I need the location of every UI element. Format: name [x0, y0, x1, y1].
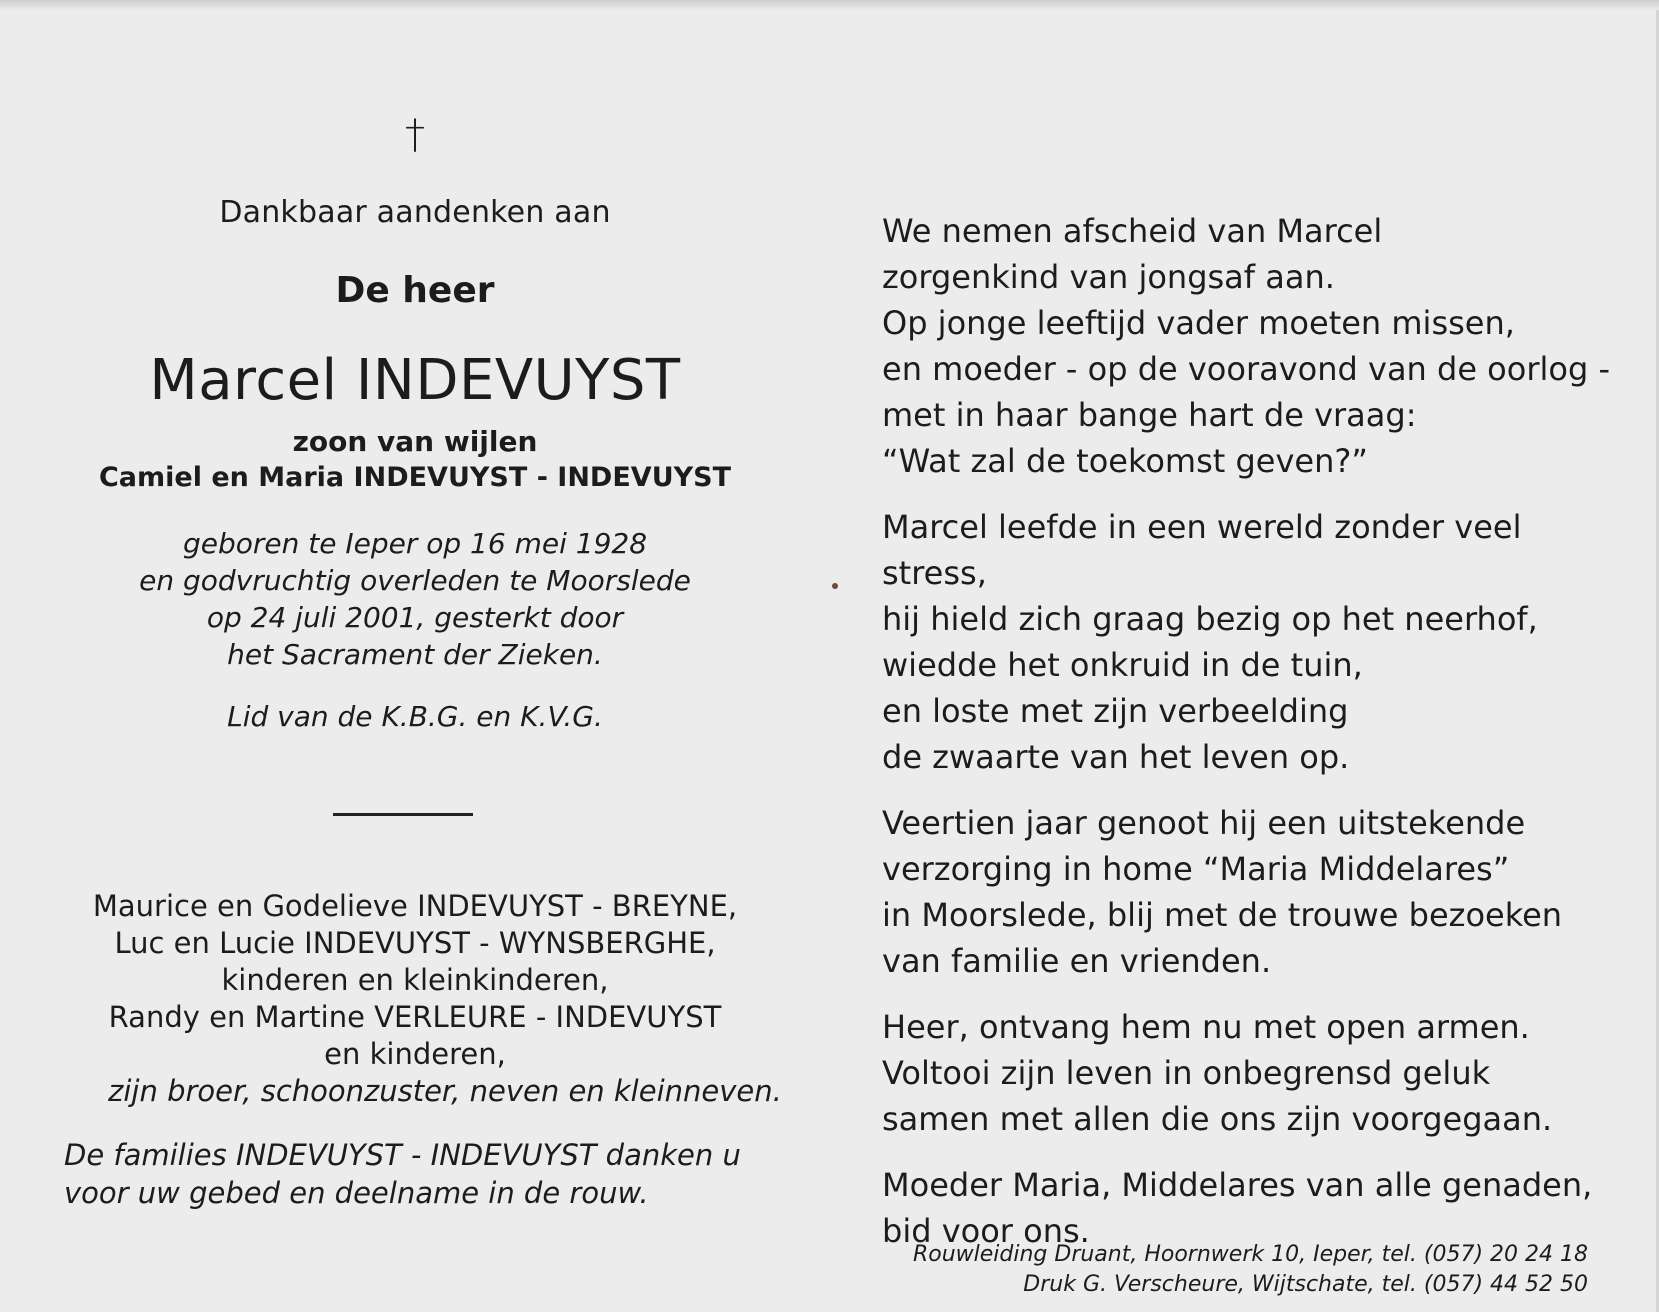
divider: [333, 813, 473, 816]
membership-line: Lid van de K.B.G. en K.V.G.: [227, 700, 603, 733]
honorific: De heer: [335, 270, 495, 311]
printer-line: Druk G. Verscheure, Wijtschate, tel. (057) 44 52 50: [1023, 1272, 1588, 1297]
son-of-line: zoon van wijlen: [292, 425, 538, 458]
poem-line: samen met allen die ons zijn voorgegaan.: [882, 1100, 1553, 1138]
thanks-line: De families INDEVUYST - INDEVUYST danken u: [64, 1138, 741, 1172]
poem-line: We nemen afscheid van Marcel: [882, 212, 1383, 250]
poem-stanza: [882, 800, 1622, 984]
poem-line: Marcel leefde in een wereld zonder veel stress,: [882, 508, 1522, 592]
born-line: geboren te Ieper op 16 mei 1928: [182, 527, 648, 560]
born-line: het Sacrament der Zieken.: [227, 638, 603, 671]
poem-line: de zwaarte van het leven op.: [882, 738, 1350, 776]
paper-speck: [832, 583, 838, 589]
family-thanks: [64, 1136, 824, 1212]
family-list: [0, 888, 830, 1110]
parents-line: Camiel en Maria INDEVUYST - INDEVUYST: [98, 462, 732, 493]
poem-line: van familie en vrienden.: [882, 942, 1272, 980]
family-line: Randy en Martine VERLEURE - INDEVUYST: [108, 1000, 722, 1034]
family-line: kinderen en kleinkinderen,: [221, 963, 609, 997]
card-top-edge: [0, 0, 1659, 10]
poem-line: in Moorslede, blij met de trouwe bezoeken: [882, 896, 1563, 934]
family-line: Maurice en Godelieve INDEVUYST - BREYNE,: [92, 889, 738, 923]
poem-line: met in haar bange hart de vraag:: [882, 396, 1417, 434]
deceased-name: Marcel INDEVUYST: [149, 348, 681, 413]
poem-line: Veertien jaar genoot hij een uitstekende: [882, 804, 1526, 842]
poem-line: wiedde het onkruid in de tuin,: [882, 646, 1363, 684]
poem-line: en moeder - op de vooravond van de oorlog -: [882, 350, 1610, 388]
family-line: Luc en Lucie INDEVUYST - WYNSBERGHE,: [114, 926, 716, 960]
poem-line: en loste met zijn verbeelding: [882, 692, 1349, 730]
poem-line: bid voor ons.: [882, 1212, 1090, 1250]
family-line: zijn broer, schoonzuster, neven en kleinneven.: [108, 1074, 782, 1108]
poem-stanza: [882, 504, 1622, 780]
poem-stanza: [882, 208, 1622, 484]
poem-line: verzorging in home “Maria Middelares”: [882, 850, 1510, 888]
poem-line: hij hield zich graag bezig op het neerhof,: [882, 600, 1538, 638]
poem: [882, 208, 1622, 1274]
poem-line: Op jonge leeftijd vader moeten missen,: [882, 304, 1515, 342]
born-line: en godvruchtig overleden te Moorslede: [139, 564, 691, 597]
dedication-line: Dankbaar aandenken aan: [219, 195, 611, 230]
thanks-line: voor uw gebed en deelname in de rouw.: [64, 1176, 649, 1210]
poem-stanza: [882, 1004, 1622, 1142]
poem-line: Heer, ontvang hem nu met open armen.: [882, 1008, 1530, 1046]
poem-line: Moeder Maria, Middelares van alle genaden,: [882, 1166, 1593, 1204]
funeral-director-line: Rouwleiding Druant, Hoornwerk 10, Ieper, tel. (057) 20 24 18: [912, 1242, 1588, 1267]
cross-icon: †: [405, 112, 425, 158]
printer-info: [828, 1240, 1588, 1300]
born-line: op 24 juli 2001, gesterkt door: [206, 601, 624, 634]
poem-line: “Wat zal de toekomst geven?”: [882, 442, 1368, 480]
birth-death-info: [0, 525, 830, 673]
family-line: en kinderen,: [324, 1037, 506, 1071]
poem-line: Voltooi zijn leven in onbegrensd geluk: [882, 1054, 1491, 1092]
poem-line: zorgenkind van jongsaf aan.: [882, 258, 1335, 296]
